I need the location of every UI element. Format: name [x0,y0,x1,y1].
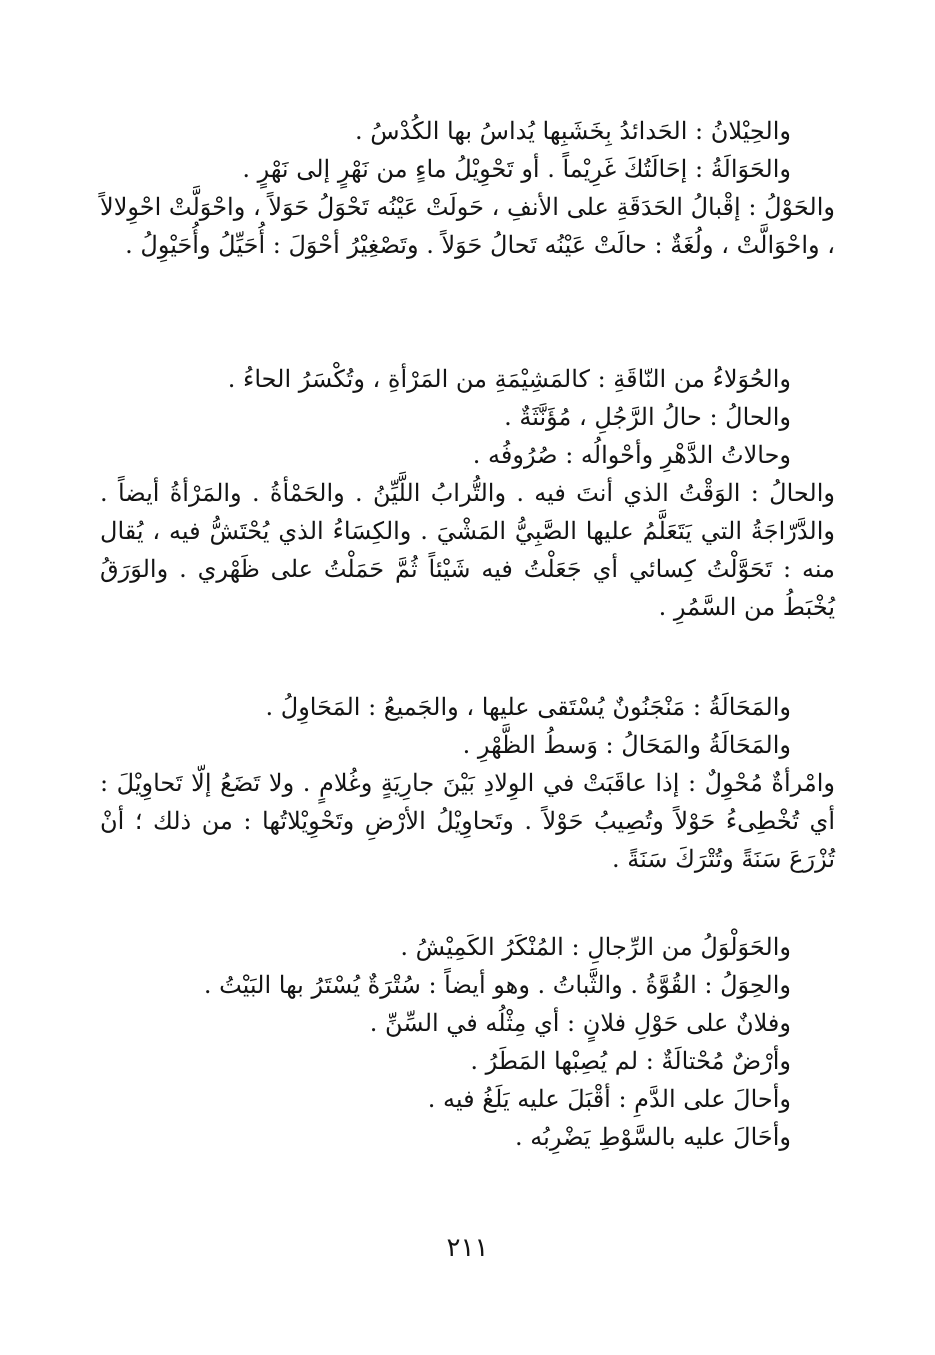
page-number: ٢١١ [446,1233,489,1263]
entry-hawalwal: والحَوَلْوَلُ من الرِّجالِ : المُنْكَرُ الكَمِيْشُ . [400,933,791,961]
entry-mahala-back: والمَحَالَةُ والمَحَالُ : وَسطُ الظَّهْرِ . [462,731,791,759]
entry-ahala-sawt: وأحَالَ عليه بالسَّوْطِ يَضْرِبُه . [515,1123,791,1151]
entry-muhwil: وامْرأةٌ مُحْوِلٌ : إذا عاقَبَتْ في الوِلادِ بَيْنَ جارِيَةٍ وغُلامٍ . ولا تَضَعُ إلّا تَحاوِيْلَ : أي تُخْطِىءُ حَوْلاً وتُصِيبُ حَوْلاً . وتَحاوِيْلُ الأرْضِ وتَحْوِيْلاتُها : من ذلك ؛ أنْ تُزْرَعَ سَنَةً وتُتْرَكَ سَنَةً . [100,769,835,873]
entry-hawl-squint: والحَوْلُ : إقْبالُ الحَدَقَةِ على الأنفِ ، حَولَتْ عَيْنُه تَحْوَلُ حَوَلاً ، واحْوَلَّتْ احْوِلالاً ، واحْوَالَّتْ ، ولُغَةٌ : حالَتْ عَيْنُه تَحالُ حَوَلاً . وتَصْغِيْرُ أحْوَلَ : أُحَيِّلُ وأُحَيْوِلُ . [100,193,835,259]
entry-hulaa: والحُوَلاءُ من النّاقَةِ : كالمَشِيْمَةِ من المَرْأةِ ، وتُكْسَرُ الحاءُ . [227,365,791,393]
text-block [100,688,835,878]
text-block [100,112,835,264]
entry-hiwal: والحِوَلُ : القُوَّةُ . والثَّباتُ . وهو أيضاً : سُتْرَةٌ يُسْتَرُ بها البَيْتُ . [203,971,791,999]
entry-hal-man: والحالُ : حالُ الرَّجُلِ ، مُؤَنَّثَةٌ . [504,403,791,431]
entry-hawl-peer: وفلانٌ على حَوْلِ فلانٍ : أي مِثْلُه في السِّنِّ . [369,1009,791,1037]
entry-hilan: والحِيْلانُ : الحَدائدُ بِخَشَبِها يُداسُ بها الكُدْسُ . [354,117,791,145]
entry-muhtala: وأرْضٌ مُحْتالَةٌ : لم يُصِبْها المَطَرُ . [470,1047,791,1075]
entry-mahala: والمَحَالَةُ : مَنْجَنُونٌ يُسْتَقى عليها ، والجَميعُ : المَحَاوِلُ . [265,693,791,721]
text-block [100,928,835,1156]
entry-hawala: والحَوَالَةُ : إحَالَتُكَ غَرِيْماً . أو تَحْوِيْلُ ماءٍ من نَهْرٍ إلى نَهْرٍ . [242,155,791,183]
entry-hal-time: والحالُ : الوَقْتُ الذي أنتَ فيه . والتُّرابُ اللَّيِّنُ . والحَمْأةُ . والمَرْأةُ أيضاً . والدَّرّاجَةُ التي يَتَعَلَّمُ عليها الصَّبِيُّ المَشْيَ . والكِسَاءُ الذي يُحْتَشُّ فيه ، يُقال منه : تَحَوَّلْتُ كِسائي أي جَعَلْتُ فيه شَيْئاً ثُمَّ حَمَلْتُ على ظَهْري . والوَرَقُ يُخْبَطُ من السَّمُرِ . [100,479,835,621]
entry-halat-dahr: وحالاتُ الدَّهْرِ وأحْوالُه : صُرُوفُه . [472,441,791,469]
text-block [100,360,835,626]
entry-ahala-dam: وأحالَ على الدَّمِ : أقْبَلَ عليه يَلَغُ فيه . [427,1085,791,1113]
